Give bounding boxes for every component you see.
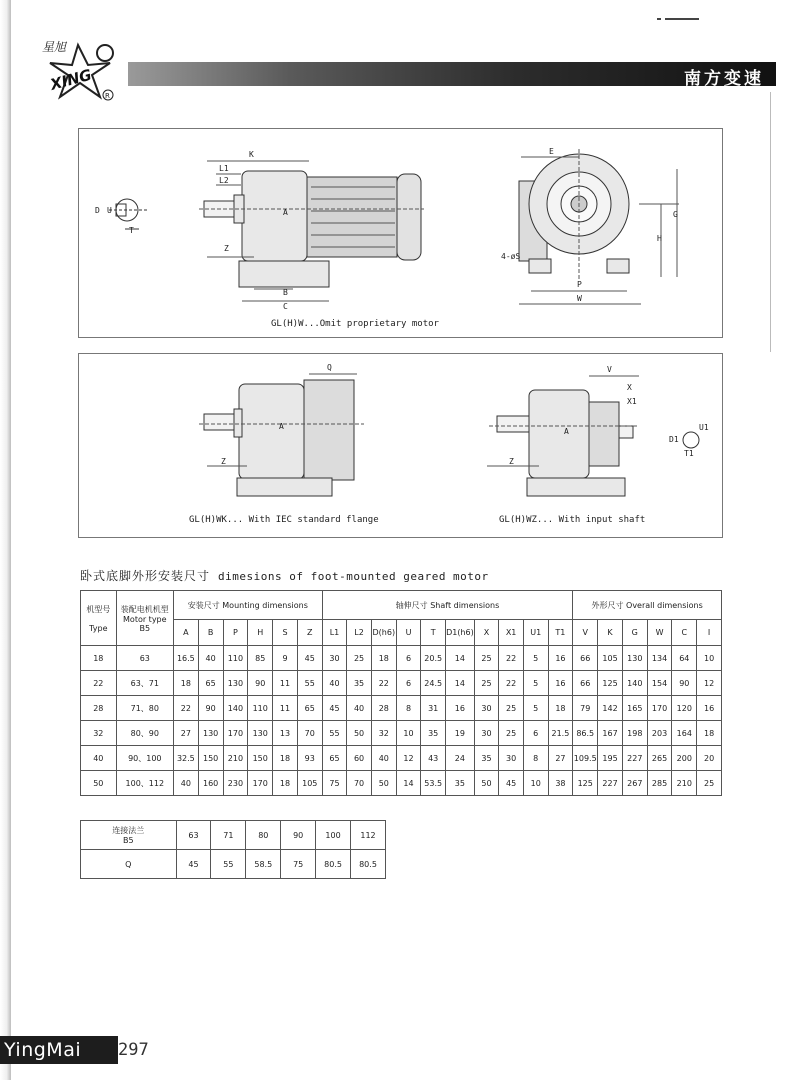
table-cell: 18 — [371, 646, 396, 671]
q-value: 58.5 — [246, 850, 281, 879]
banner-title: 南方变速 — [684, 69, 764, 89]
flange-value: 71 — [211, 821, 246, 850]
table-cell: 32 — [81, 721, 117, 746]
header-shaft-dimensions: 轴伸尺寸 Shaft dimensions — [322, 591, 573, 620]
header-mounting-dimensions: 安装尺寸 Mounting dimensions — [173, 591, 322, 620]
table-cell: 35 — [446, 771, 475, 796]
column-header-row — [81, 620, 722, 646]
q-value: 80.5 — [316, 850, 351, 879]
column-header: T — [421, 620, 446, 646]
table-cell: 130 — [198, 721, 223, 746]
svg-text:X: X — [627, 383, 632, 392]
table-cell: 165 — [622, 696, 647, 721]
svg-text:C: C — [283, 302, 288, 311]
table-cell: 35 — [421, 721, 446, 746]
column-header: U — [396, 620, 421, 646]
column-header: D(h6) — [371, 620, 396, 646]
table-row — [81, 696, 722, 721]
column-header: H — [248, 620, 273, 646]
table-cell: 8 — [523, 746, 548, 771]
table-cell: 70 — [297, 721, 322, 746]
table-cell: 18 — [273, 746, 298, 771]
table-cell: 32 — [371, 721, 396, 746]
section-title — [80, 567, 489, 584]
column-header: D1(h6) — [446, 620, 475, 646]
table-cell: 16 — [446, 696, 475, 721]
table-cell: 45 — [499, 771, 524, 796]
svg-text:R: R — [105, 92, 110, 100]
table-cell: 71、80 — [116, 696, 173, 721]
table-cell: 170 — [647, 696, 672, 721]
table-row — [81, 671, 722, 696]
table-cell: 14 — [446, 671, 475, 696]
table-cell: 19 — [446, 721, 475, 746]
column-header: I — [697, 620, 722, 646]
table-cell: 35 — [474, 746, 499, 771]
table-cell: 30 — [322, 646, 347, 671]
table-cell: 120 — [672, 696, 697, 721]
table-cell: 200 — [672, 746, 697, 771]
svg-text:T1: T1 — [684, 449, 694, 458]
table-cell: 18 — [548, 696, 573, 721]
svg-text:XING: XING — [48, 65, 94, 94]
table-cell: 10 — [396, 721, 421, 746]
column-header: W — [647, 620, 672, 646]
table-cell: 25 — [499, 721, 524, 746]
table-cell: 63、71 — [116, 671, 173, 696]
dimension-drawing-wk-wz — [78, 353, 723, 538]
column-header: S — [273, 620, 298, 646]
table-cell: 40 — [347, 696, 372, 721]
table-cell: 50 — [371, 771, 396, 796]
table-cell: 203 — [647, 721, 672, 746]
svg-text:D: D — [95, 206, 100, 215]
table-cell: 65 — [322, 746, 347, 771]
table-cell: 110 — [223, 646, 248, 671]
q-row — [81, 850, 386, 879]
table-cell: 130 — [223, 671, 248, 696]
table-cell: 80、90 — [116, 721, 173, 746]
svg-text:Z: Z — [221, 457, 226, 466]
table-cell: 40 — [173, 771, 198, 796]
svg-text:Q: Q — [327, 363, 332, 372]
column-header: C — [672, 620, 697, 646]
flange-value: 80 — [246, 821, 281, 850]
dimensions-table — [80, 590, 722, 796]
svg-text:A: A — [564, 427, 569, 436]
table-cell: 90、100 — [116, 746, 173, 771]
table-cell: 5 — [523, 671, 548, 696]
table-cell: 40 — [371, 746, 396, 771]
table-cell: 66 — [573, 646, 598, 671]
svg-text:V: V — [607, 365, 612, 374]
column-header: U1 — [523, 620, 548, 646]
svg-text:B: B — [283, 288, 288, 297]
table-cell: 14 — [446, 646, 475, 671]
table-cell: 22 — [371, 671, 396, 696]
table-cell: 5 — [523, 696, 548, 721]
table-cell: 105 — [297, 771, 322, 796]
column-header: L1 — [322, 620, 347, 646]
table-cell: 53.5 — [421, 771, 446, 796]
table-cell: 63 — [116, 646, 173, 671]
page-number: 297 — [118, 1040, 149, 1060]
flange-table — [80, 820, 386, 879]
table-cell: 210 — [672, 771, 697, 796]
table-cell: 38 — [548, 771, 573, 796]
table-cell: 25 — [347, 646, 372, 671]
table-cell: 90 — [248, 671, 273, 696]
column-header: A — [173, 620, 198, 646]
table-cell: 25 — [474, 671, 499, 696]
table-cell: 66 — [573, 671, 598, 696]
q-value: 55 — [211, 850, 246, 879]
svg-text:星旭: 星旭 — [42, 40, 67, 54]
svg-text:E: E — [549, 147, 554, 156]
table-cell: 154 — [647, 671, 672, 696]
table-cell: 18 — [273, 771, 298, 796]
svg-text:4-øS: 4-øS — [501, 252, 521, 261]
column-header: G — [622, 620, 647, 646]
table-cell: 16 — [548, 671, 573, 696]
table-cell: 265 — [647, 746, 672, 771]
table-cell: 16 — [697, 696, 722, 721]
table-cell: 64 — [672, 646, 697, 671]
table-cell: 164 — [672, 721, 697, 746]
table-cell: 32.5 — [173, 746, 198, 771]
table-cell: 170 — [248, 771, 273, 796]
section-title-cn: 卧式底脚外形安装尺寸 — [80, 569, 211, 583]
dimension-drawing-w — [78, 128, 723, 338]
table-cell: 65 — [198, 671, 223, 696]
table-cell: 16 — [548, 646, 573, 671]
table-cell: 18 — [173, 671, 198, 696]
flange-label: 连接法兰 B5 — [81, 821, 177, 850]
table-cell: 150 — [198, 746, 223, 771]
table-cell: 10 — [523, 771, 548, 796]
svg-text:L1: L1 — [219, 164, 229, 173]
table-cell: 79 — [573, 696, 598, 721]
table-row — [81, 771, 722, 796]
header-overall-dimensions: 外形尺寸 Overall dimensions — [573, 591, 722, 620]
table-cell: 140 — [223, 696, 248, 721]
table-cell: 227 — [598, 771, 623, 796]
table-cell: 9 — [273, 646, 298, 671]
svg-text:X1: X1 — [627, 397, 637, 406]
table-cell: 18 — [697, 721, 722, 746]
table-cell: 12 — [396, 746, 421, 771]
q-value: 45 — [176, 850, 211, 879]
table-cell: 90 — [672, 671, 697, 696]
table-cell: 160 — [198, 771, 223, 796]
q-value: 80.5 — [351, 850, 386, 879]
table-cell: 70 — [347, 771, 372, 796]
svg-text:T: T — [129, 226, 134, 235]
table-cell: 45 — [322, 696, 347, 721]
table-cell: 22 — [499, 646, 524, 671]
diagram2-caption-left: GL(H)WK... With IEC standard flange — [189, 515, 379, 525]
column-header: T1 — [548, 620, 573, 646]
table-cell: 130 — [622, 646, 647, 671]
table-cell: 27 — [548, 746, 573, 771]
svg-text:D1: D1 — [669, 435, 679, 444]
svg-text:U: U — [107, 206, 112, 215]
svg-text:U1: U1 — [699, 423, 709, 432]
table-cell: 35 — [347, 671, 372, 696]
table-cell: 93 — [297, 746, 322, 771]
table-cell: 30 — [499, 746, 524, 771]
table-cell: 40 — [322, 671, 347, 696]
table-cell: 11 — [273, 696, 298, 721]
table-cell: 55 — [322, 721, 347, 746]
svg-text:Z: Z — [224, 244, 229, 253]
svg-text:A: A — [283, 208, 288, 217]
svg-text:G: G — [673, 210, 678, 219]
table-cell: 45 — [297, 646, 322, 671]
table-cell: 22 — [173, 696, 198, 721]
column-header: L2 — [347, 620, 372, 646]
table-cell: 10 — [697, 646, 722, 671]
table-cell: 285 — [647, 771, 672, 796]
table-cell: 24 — [446, 746, 475, 771]
table-cell: 140 — [622, 671, 647, 696]
diagram1-caption: GL(H)W...Omit proprietary motor — [271, 319, 439, 329]
table-cell: 230 — [223, 771, 248, 796]
flange-and-input-shaft-drawing — [79, 354, 722, 537]
corner-mark — [665, 18, 699, 23]
table-cell: 55 — [297, 671, 322, 696]
table-cell: 65 — [297, 696, 322, 721]
table-cell: 134 — [647, 646, 672, 671]
table-cell: 125 — [598, 671, 623, 696]
column-header: Z — [297, 620, 322, 646]
table-cell: 22 — [499, 671, 524, 696]
table-cell: 25 — [697, 771, 722, 796]
flange-row — [81, 821, 386, 850]
header-motor-type: 装配电机机型 Motor type B5 — [116, 591, 173, 646]
q-value: 75 — [281, 850, 316, 879]
table-cell: 20.5 — [421, 646, 446, 671]
margin-rule — [770, 92, 783, 352]
table-cell: 110 — [248, 696, 273, 721]
table-cell: 150 — [248, 746, 273, 771]
table-cell: 125 — [573, 771, 598, 796]
table-cell: 6 — [523, 721, 548, 746]
diagram2-caption-right: GL(H)WZ... With input shaft — [499, 515, 646, 525]
flange-value: 112 — [351, 821, 386, 850]
section-title-en: dimesions of foot-mounted geared motor — [218, 570, 489, 583]
table-cell: 25 — [499, 696, 524, 721]
table-cell: 43 — [421, 746, 446, 771]
table-cell: 28 — [81, 696, 117, 721]
svg-text:Z: Z — [509, 457, 514, 466]
svg-text:L2: L2 — [219, 176, 229, 185]
table-cell: 8 — [396, 696, 421, 721]
table-cell: 85 — [248, 646, 273, 671]
gear-motor-side-front-drawing — [79, 129, 722, 337]
table-cell: 30 — [474, 696, 499, 721]
table-cell: 198 — [622, 721, 647, 746]
table-cell: 31 — [421, 696, 446, 721]
table-cell: 22 — [81, 671, 117, 696]
table-cell: 25 — [474, 646, 499, 671]
q-label: Q — [81, 850, 177, 879]
table-row — [81, 746, 722, 771]
table-cell: 170 — [223, 721, 248, 746]
table-cell: 11 — [273, 671, 298, 696]
svg-text:A: A — [279, 422, 284, 431]
table-cell: 60 — [347, 746, 372, 771]
table-cell: 267 — [622, 771, 647, 796]
table-cell: 210 — [223, 746, 248, 771]
logo-emblem — [30, 35, 125, 105]
table-cell: 167 — [598, 721, 623, 746]
table-cell: 50 — [347, 721, 372, 746]
svg-text:P: P — [577, 280, 582, 289]
table-cell: 40 — [81, 746, 117, 771]
table-cell: 30 — [474, 721, 499, 746]
table-cell: 13 — [273, 721, 298, 746]
table-cell: 24.5 — [421, 671, 446, 696]
dim-k-label: K — [249, 150, 254, 159]
company-logo — [30, 35, 125, 105]
footer-brand: YingMai — [0, 1036, 118, 1064]
table-cell: 20 — [697, 746, 722, 771]
flange-value: 63 — [176, 821, 211, 850]
table-cell: 40 — [198, 646, 223, 671]
table-cell: 100、112 — [116, 771, 173, 796]
table-cell: 105 — [598, 646, 623, 671]
flange-value: 90 — [281, 821, 316, 850]
table-cell: 6 — [396, 646, 421, 671]
table-cell: 195 — [598, 746, 623, 771]
table-cell: 50 — [474, 771, 499, 796]
table-cell: 21.5 — [548, 721, 573, 746]
column-header: X — [474, 620, 499, 646]
table-row — [81, 721, 722, 746]
table-cell: 75 — [322, 771, 347, 796]
column-header: P — [223, 620, 248, 646]
svg-text:H: H — [657, 234, 662, 243]
header-type: 机型号 Type — [81, 591, 117, 646]
table-cell: 130 — [248, 721, 273, 746]
svg-text:W: W — [577, 294, 582, 303]
table-cell: 12 — [697, 671, 722, 696]
table-cell: 86.5 — [573, 721, 598, 746]
table-cell: 90 — [198, 696, 223, 721]
flange-value: 100 — [316, 821, 351, 850]
binding-shadow — [0, 0, 11, 1080]
table-cell: 109.5 — [573, 746, 598, 771]
column-header: B — [198, 620, 223, 646]
table-cell: 14 — [396, 771, 421, 796]
column-header: X1 — [499, 620, 524, 646]
table-cell: 18 — [81, 646, 117, 671]
table-cell: 227 — [622, 746, 647, 771]
table-row — [81, 646, 722, 671]
header-banner — [128, 62, 776, 89]
table-cell: 50 — [81, 771, 117, 796]
table-cell: 142 — [598, 696, 623, 721]
table-cell: 5 — [523, 646, 548, 671]
table-cell: 16.5 — [173, 646, 198, 671]
table-cell: 28 — [371, 696, 396, 721]
column-header: V — [573, 620, 598, 646]
column-header: K — [598, 620, 623, 646]
table-cell: 6 — [396, 671, 421, 696]
table-cell: 27 — [173, 721, 198, 746]
